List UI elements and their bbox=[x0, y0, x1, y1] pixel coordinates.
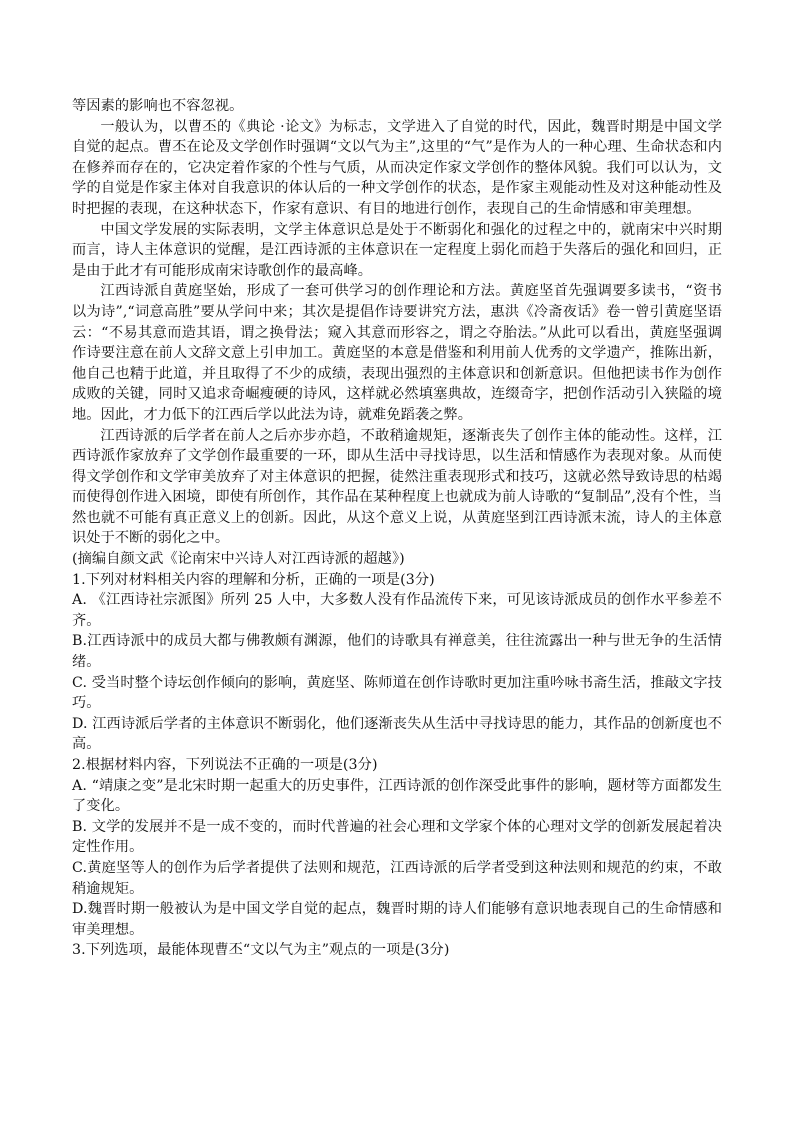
question-1-option-d: D. 江西诗派后学者的主体意识不断弱化，他们逐渐丧失从生活中寻找诗思的能力，其作品的创新度也不高。 bbox=[72, 715, 722, 753]
passage-paragraph: 等因素的影响也不容忽视。 bbox=[72, 98, 244, 114]
source-citation: (摘编自颜文武《论南宋中兴诗人对江西诗派的超越》) bbox=[72, 551, 405, 568]
question-1-option-c: C. 受当时整个诗坛创作倾向的影响，黄庭坚、陈师道在创作诗歌时更加注重吟咏书斋生活，推敲文字技巧。 bbox=[72, 674, 722, 712]
question-1-option-b: B.江西诗派中的成员大都与佛教颇有渊源，他们的诗歌具有禅意美，往往流露出一种与世无争的生活情绪。 bbox=[72, 633, 722, 671]
passage-paragraph: 江西诗派自黄庭坚始，形成了一套可供学习的创作理论和方法。黄庭坚首先强调要多读书，“资书以为诗”,“词意高胜”要从学问中来；其次是提倡作诗要讲究方法，惠洪《冷斋夜话》卷一曾引黄庭坚语云：“不易其意而造其语，谓之换骨法；窥入其意而形容之，谓之夺胎法。”从此可以看出，黄庭坚强调作诗要注意在前人文辞文意上引申加工。黄庭坚的本意是借鉴和利用前人优秀的文学遗产，推陈出新，他自己也精于此道，并且取得了不少的成绩，表现出强烈的主体意识和创新意识。但他把读书作为创作成败的关键，同时又追求奇崛瘦硬的诗风，这样就必然填塞典故，连缀奇字，把创作活动引入狭隘的境地。因此，才力低下的江西后学以此法为诗，就难免蹈袭之弊。 bbox=[72, 283, 722, 423]
question-2-option-a: A. “靖康之变”是北宋时期一起重大的历史事件，江西诗派的创作深受此事件的影响，题材等方面都发生了变化。 bbox=[72, 777, 722, 815]
question-2-option-c: C.黄庭坚等人的创作为后学者提供了法则和规范，江西诗派的后学者受到这种法则和规范的约束，不敢稍逾规矩。 bbox=[72, 859, 722, 897]
passage-paragraph: 江西诗派的后学者在前人之后亦步亦趋，不敢稍逾规矩，逐渐丧失了创作主体的能动性。这样，江西诗派作家放弃了文学创作最重要的一环，即从生活中寻找诗思，以生活和情感作为表现对象。从而使得文学创作和文学审美放弃了对主体意识的把握，徒然注重表现形式和技巧，这就必然导致诗思的枯竭而使得创作进入困境，即使有所创作，其作品在某种程度上也就成为前人诗歌的“复制品”,没有个性，当然也就不可能有真正意义上的创新。因此，从这个意义上说，从黄庭坚到江西诗派末流，诗人的主体意识处于不断的弱化之中。 bbox=[72, 427, 722, 547]
question-1-stem: 1.下列对材料相关内容的理解和分析，正确的一项是(3分) bbox=[72, 571, 435, 588]
passage-paragraph: 一般认为，以曹丕的《典论 ·论文》为标志，文学进入了自觉的时代，因此，魏晋时期是中国文学自觉的起点。曹丕在论及文学创作时强调“文以气为主”,这里的“气”是作为人的一种心理、生命状态和内在修养而存在的，它决定着作家的个性与气质，从而决定作家文学创作的整体风貌。我们可以认为，文学的自觉是作家主体对自我意识的体认后的一种文学创作的状态，是作家主观能动性及对这种能动性及时把握的表现，在这种状态下，作家有意识、有目的地进行创作，表现自己的生命情感和审美理想。 bbox=[72, 118, 722, 217]
document-page bbox=[72, 96, 722, 961]
question-2-option-b: B. 文学的发展并不是一成不变的，而时代普遍的社会心理和文学家个体的心理对文学的创新发展起着决定性作用。 bbox=[72, 818, 722, 856]
question-2-stem: 2.根据材料内容，下列说法不正确的一项是(3分) bbox=[72, 757, 378, 773]
question-2-option-d: D.魏晋时期一般被认为是中国文学自觉的起点，魏晋时期的诗人们能够有意识地表现自己的生命情感和审美理想。 bbox=[72, 901, 722, 938]
passage-paragraph: 中国文学发展的实际表明，文学主体意识总是处于不断弱化和强化的过程之中的，就南宋中兴时期而言，诗人主体意识的觉醒，是江西诗派的主体意识在一定程度上弱化而趋于失落后的强化和回归，正是由于此才有可能形成南宋诗歌创作的最高峰。 bbox=[72, 221, 722, 279]
question-1-option-a: A. 《江西诗社宗派图》所列 25 人中，大多数人没有作品流传下来，可见该诗派成员的创作水平参差不齐。 bbox=[72, 592, 722, 629]
question-3-stem: 3.下列选项，最能体现曹丕“文以气为主”观点的一项是(3分) bbox=[72, 942, 450, 959]
